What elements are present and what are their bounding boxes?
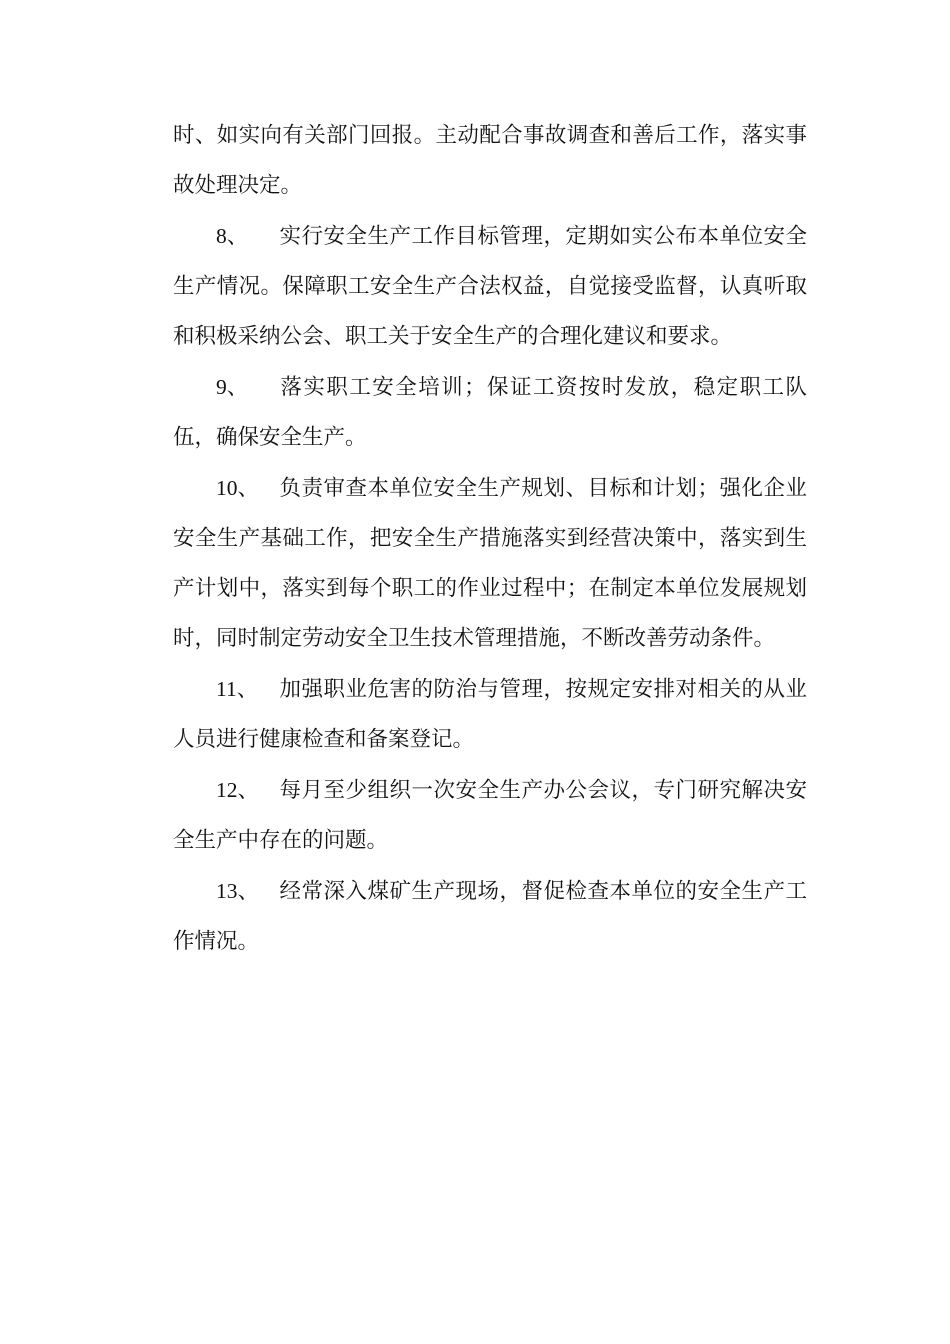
paragraph-text: 经常深入煤矿生产现场，督促检查本单位的安全生产工作情况。 [173, 879, 807, 954]
paragraph-text: 时、如实向有关部门回报。主动配合事故调查和善后工作，落实事故处理决定。 [173, 123, 807, 198]
item-number: 10、 [216, 476, 260, 500]
paragraph-item-10 [173, 463, 807, 664]
paragraph-text: 实行安全生产工作目标管理，定期如实公布本单位安全生产情况。保障职工安全生产合法权益，自觉接受监督，认真听取和积极采纳公会、职工关于安全生产的合理化建议和要求。 [173, 224, 807, 349]
paragraph-text: 每月至少组织一次安全生产办公会议，专门研究解决安全生产中存在的问题。 [173, 778, 807, 853]
paragraph-item-13 [173, 866, 807, 967]
paragraph-item-9 [173, 362, 807, 463]
paragraph-item-11 [173, 664, 807, 765]
paragraph-continuation [173, 111, 807, 211]
item-number: 11、 [216, 677, 259, 701]
item-number: 13、 [216, 879, 260, 903]
item-number: 8、 [216, 224, 249, 248]
item-number: 9、 [216, 375, 249, 399]
paragraph-text: 负责审查本单位安全生产规划、目标和计划；强化企业安全生产基础工作，把安全生产措施落实到经营决策中，落实到生产计划中，落实到每个职工的作业过程中；在制定本单位发展规划时，同时制定劳动安全卫生技术管理措施，不断改善劳动条件。 [173, 476, 807, 651]
item-number: 12、 [216, 778, 260, 802]
paragraph-text: 加强职业危害的防治与管理，按规定安排对相关的从业人员进行健康检查和备案登记。 [173, 677, 807, 752]
paragraph-item-12 [173, 765, 807, 866]
paragraph-text: 落实职工安全培训；保证工资按时发放，稳定职工队伍，确保安全生产。 [173, 375, 807, 450]
paragraph-item-8 [173, 211, 807, 362]
document-body [173, 111, 807, 967]
